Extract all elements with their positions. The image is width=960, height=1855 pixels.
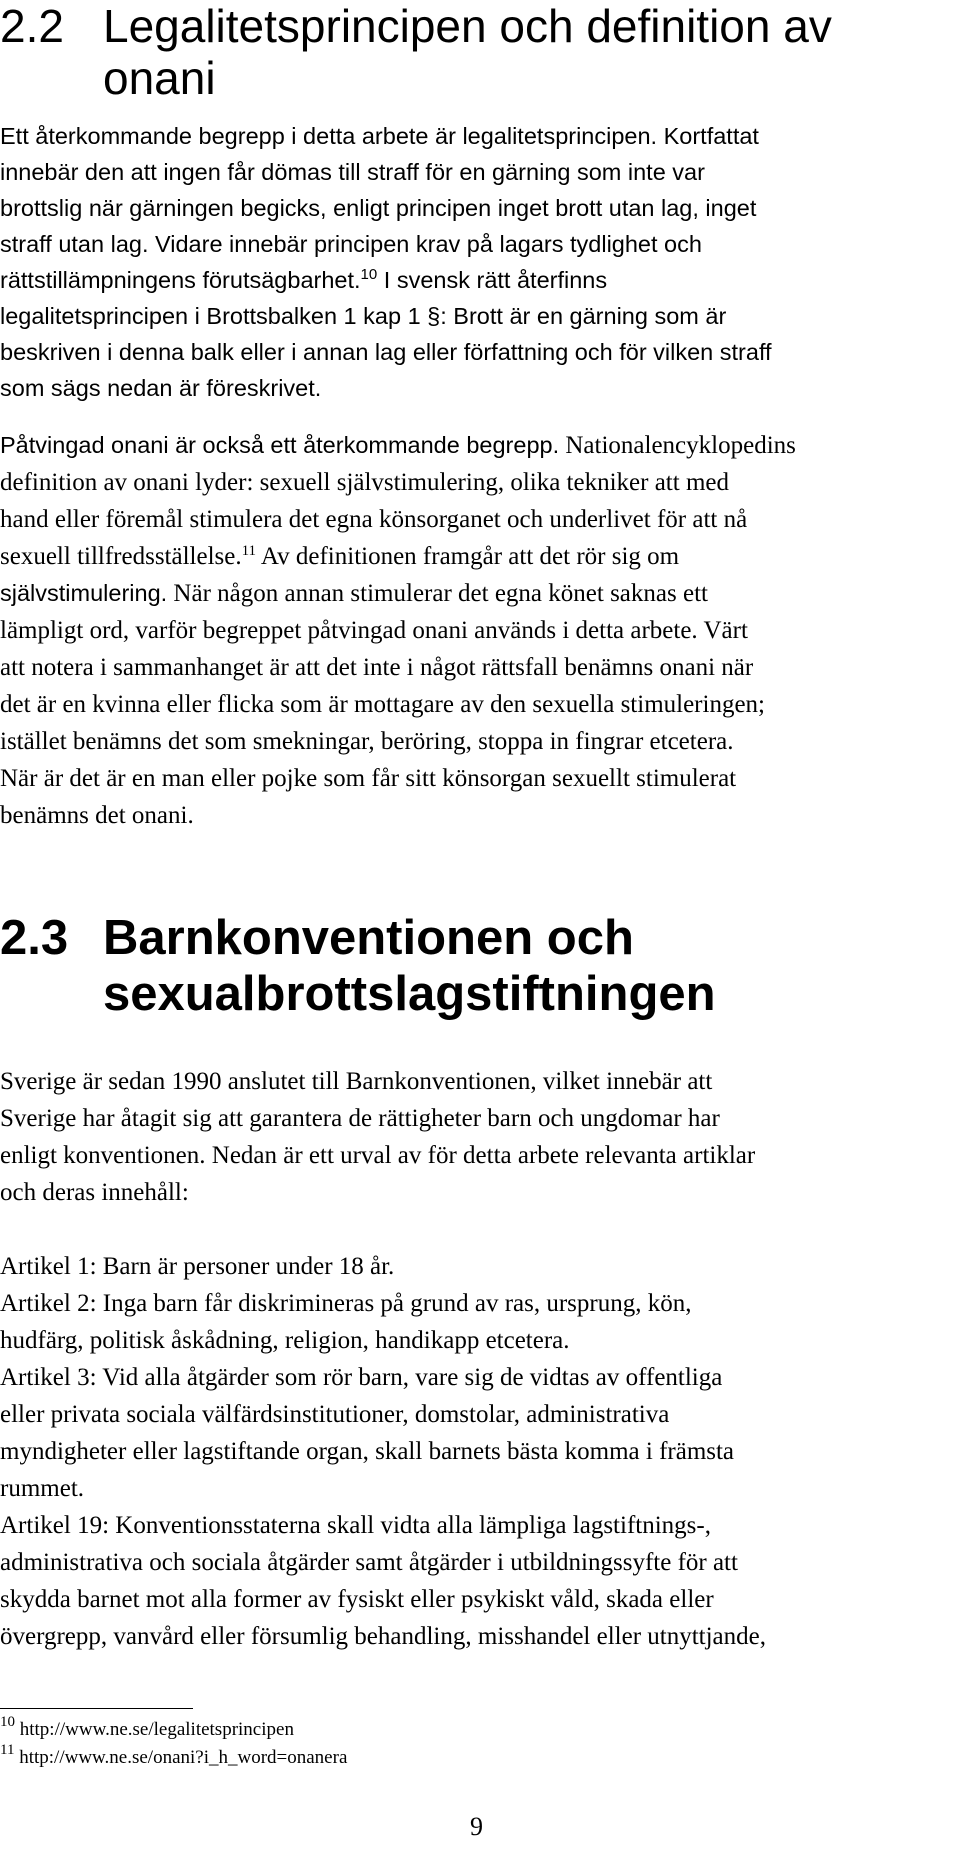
text-line: definition av onani lyder: sexuell självstimulering, olika tekniker att med — [0, 469, 729, 496]
article-line: Artikel 3: Vid alla åtgärder som rör barn, vare sig de vidtas av offentliga — [0, 1364, 723, 1391]
text-line: straff utan lag. Vidare innebär principen krav på lagars tydlighet och — [0, 231, 702, 257]
text-line: beskriven i denna balk eller i annan lag eller författning och för vilken straff — [0, 339, 772, 365]
section-number: 2.2 — [0, 0, 64, 52]
text-line: När är det är en man eller pojke som får sitt könsorgan sexuellt stimulerat — [0, 765, 737, 792]
text-segment: sexuell tillfredsställelse. — [0, 543, 242, 570]
article-list — [0, 1248, 960, 1655]
text-segment: Påtvingad onani är också ett återkommande begrepp. — [0, 432, 560, 458]
article-line: rummet. — [0, 1475, 85, 1502]
text-segment: Nationalencyklopedins — [559, 432, 796, 459]
text-line: Ett återkommande begrepp i detta arbete är legalitetsprincipen. Kortfattat — [0, 123, 759, 149]
footnote-ref-11: 11 — [241, 543, 257, 559]
section-title-line1: Barnkonventionen och — [103, 911, 634, 965]
section-number: 2.3 — [0, 911, 69, 965]
section-title-line1: Legalitetsprincipen och definition av — [103, 0, 832, 52]
text-line: benämns det onani. — [0, 802, 194, 829]
footnote-number: 10 — [0, 1714, 15, 1730]
footnote-ref-10: 10 — [360, 266, 378, 283]
text-line: legalitetsprincipen i Brottsbalken 1 kap 1 §: Brott är en gärning som är — [0, 303, 727, 329]
footnote-11 — [0, 1744, 347, 1772]
text-line: och deras innehåll: — [0, 1179, 189, 1206]
text-line: Sverige är sedan 1990 anslutet till Barnkonventionen, vilket innebär att — [0, 1068, 713, 1095]
section-title-line2: sexualbrottslagstiftningen — [103, 967, 716, 1021]
text-line: Sverige har åtagit sig att garantera de rättigheter barn och ungdomar har — [0, 1105, 720, 1132]
article-line: hudfärg, politisk åskådning, religion, handikapp etcetera. — [0, 1327, 570, 1354]
text-segment: rättstillämpningens förutsägbarhet. — [0, 267, 361, 293]
text-line: brottslig när gärningen begicks, enligt principen inget brott utan lag, inget — [0, 195, 757, 221]
footnote-link[interactable]: http://www.ne.se/onani?i_h_word=onanera — [14, 1747, 348, 1768]
footnote-divider — [0, 1708, 193, 1709]
paragraph-forced-masturbation — [0, 427, 960, 834]
section-title-line2: onani — [103, 52, 216, 104]
text-segment: När någon annan stimulerar det egna könet saknas ett — [167, 580, 708, 607]
article-line: eller privata sociala välfärdsinstitutioner, domstolar, administrativa — [0, 1401, 670, 1428]
text-segment: Av definitionen framgår att det rör sig om — [256, 543, 680, 570]
text-segment: I svensk rätt återfinns — [377, 267, 608, 293]
paragraph-legality-principle — [0, 118, 960, 406]
text-line: lämpligt ord, varför begreppet påtvingad onani används i detta arbete. Värt — [0, 617, 748, 644]
footnote-10 — [0, 1716, 347, 1744]
text-line: som sägs nedan är föreskrivet. — [0, 375, 322, 401]
article-line: skydda barnet mot alla former av fysiskt eller psykiskt våld, skada eller — [0, 1586, 714, 1613]
footnote-link[interactable]: http://www.ne.se/legalitetsprincipen — [15, 1719, 294, 1740]
article-line: Artikel 19: Konventionsstaterna skall vidta alla lämpliga lagstiftnings-, — [0, 1512, 711, 1539]
text-line: att notera i sammanhanget är att det inte i något rättsfall benämns onani när — [0, 654, 754, 681]
text-line: istället benämns det som smekningar, beröring, stoppa in fingrar etcetera. — [0, 728, 734, 755]
article-line: övergrepp, vanvård eller försumlig behandling, misshandel eller utnyttjande, — [0, 1623, 766, 1650]
text-line: det är en kvinna eller flicka som är mottagare av den sexuella stimuleringen; — [0, 691, 765, 718]
text-line: hand eller föremål stimulera det egna könsorganet och underlivet för att nå — [0, 506, 748, 533]
article-line: Artikel 2: Inga barn får diskrimineras på grund av ras, ursprung, kön, — [0, 1290, 692, 1317]
text-line: innebär den att ingen får dömas till straff för en gärning som inte var — [0, 159, 705, 185]
text-segment: självstimulering. — [0, 580, 168, 606]
paragraph-convention-intro — [0, 1063, 960, 1211]
article-line: Artikel 1: Barn är personer under 18 år. — [0, 1253, 395, 1280]
article-line: myndigheter eller lagstiftande organ, skall barnets bästa komma i främsta — [0, 1438, 735, 1465]
article-line: administrativa och sociala åtgärder samt åtgärder i utbildningssyfte för att — [0, 1549, 738, 1576]
footnotes — [0, 1716, 347, 1772]
text-line: enligt konventionen. Nedan är ett urval av för detta arbete relevanta artiklar — [0, 1142, 756, 1169]
footnote-number: 11 — [0, 1742, 15, 1758]
section-heading-2-3 — [0, 910, 716, 1022]
section-heading-2-2 — [0, 0, 832, 104]
page-number: 9 — [470, 1812, 483, 1841]
